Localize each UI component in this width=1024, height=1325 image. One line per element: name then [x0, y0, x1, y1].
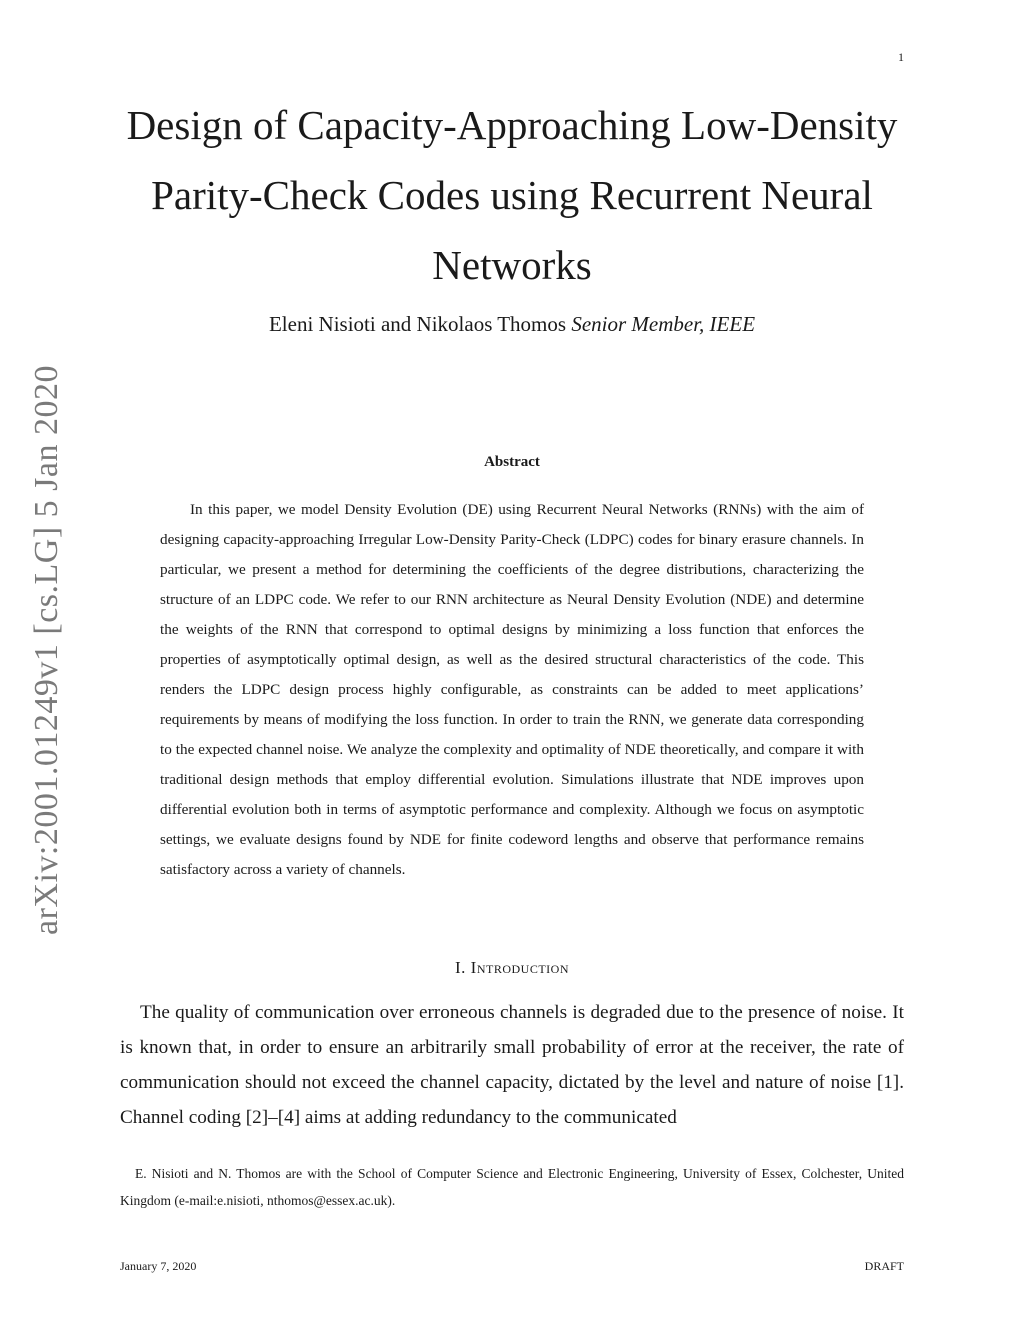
introduction-paragraph: The quality of communication over erroneous channels is degraded due to the presence of noise. It is known that, in order to ensure an arbitrarily small probability of error at the receiver, the rate of communication should not exceed the channel capacity, dictated by the level and nature of noise [1]. Channel coding [2]–[4] aims at adding redundancy to the communicated — [120, 1002, 904, 1128]
section-title: Introduction — [470, 958, 569, 977]
author-names: Eleni Nisioti and Nikolaos Thomos — [268, 312, 567, 336]
section-number: I. — [455, 958, 466, 977]
section-heading — [120, 958, 904, 978]
footer-draft-label: DRAFT — [864, 1259, 904, 1273]
author-affiliation: Senior Member, IEEE — [571, 312, 756, 336]
page-number: 1 — [898, 50, 904, 64]
abstract-heading: Abstract — [484, 454, 540, 470]
footer-date: January 7, 2020 — [120, 1259, 197, 1273]
paper-title: Design of Capacity-Approaching Low-Density Parity-Check Codes using Recurrent Neural Networks — [126, 102, 898, 288]
author-line — [120, 312, 904, 337]
abstract-text: In this paper, we model Density Evolution (DE) using Recurrent Neural Networks (RNNs) with the aim of designing capacity-approaching Irregular Low-Density Parity-Check (LDPC) codes for binary erasure channels. In particular, we present a method for determining the coefficients of the degree distributions, characterizing the structure of an LDPC code. We refer to our RNN architecture as Neural Density Evolution (NDE) and determine the weights of the RNN that correspond to optimal designs by minimizing a loss function that enforces the properties of asymptotically optimal design, as well as the desired structural characteristics of the code. This renders the LDPC design process highly configurable, as constraints can be added to meet applications’ requirements by means of modifying the loss function. In order to train the RNN, we generate data corresponding to the expected channel noise. We analyze the complexity and optimality of NDE theoretically, and compare it with traditional design methods that employ differential evolution. Simulations illustrate that NDE improves upon differential evolution both in terms of asymptotic performance and complexity. Although we focus on asymptotic settings, we evaluate designs found by NDE for finite codeword lengths and observe that performance remains satisfactory across a variety of channels. — [160, 501, 864, 878]
arxiv-identifier-stamp: arXiv:2001.01249v1 [cs.LG] 5 Jan 2020 — [28, 365, 65, 935]
author-footnote: E. Nisioti and N. Thomos are with the School of Computer Science and Electronic Engineering, University of Essex, Colchester, United Kingdom (e-mail:e.nisioti, nthomos@essex.ac.uk). — [120, 1166, 904, 1208]
